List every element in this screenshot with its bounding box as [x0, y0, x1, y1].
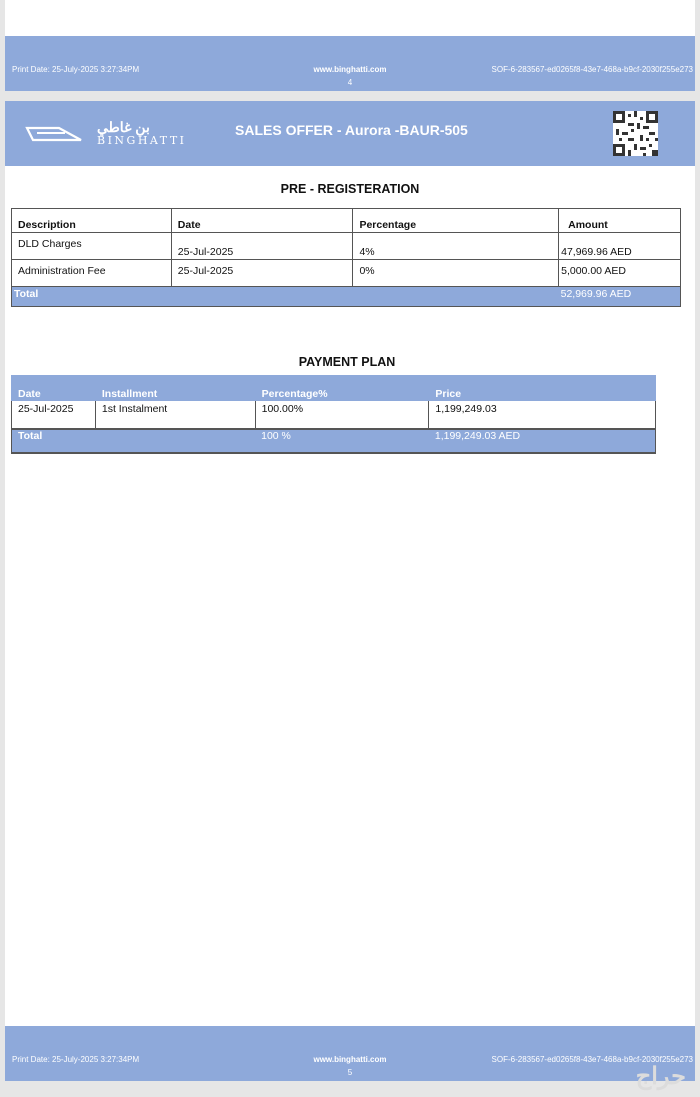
footer-print-date: Print Date: 25-July-2025 3:27:34PM: [12, 1055, 140, 1064]
footer-page-number: 4: [347, 78, 353, 87]
amount-cell: 5,000.00 AED: [559, 260, 681, 287]
watermark-logo: حراج: [635, 1063, 686, 1090]
percentage-cell: 0%: [353, 260, 559, 287]
current-page: [5, 101, 695, 1081]
total-row: [12, 287, 681, 307]
total-percentage: 100 %: [255, 429, 429, 453]
total-row: [12, 429, 656, 453]
total-amount: 52,969.96 AED: [559, 287, 681, 307]
column-header: Date: [12, 376, 96, 401]
page-footer: [5, 36, 695, 91]
column-header: Price: [429, 376, 656, 401]
table-row: [12, 233, 681, 260]
pre-registration-table: [11, 208, 681, 307]
page-header: [5, 101, 695, 166]
table-header-row: [12, 376, 656, 401]
footer-page-number: 5: [347, 1068, 353, 1077]
total-label: Total: [12, 429, 96, 453]
column-header: Percentage%: [255, 376, 429, 401]
page-footer: [5, 1026, 695, 1081]
payment-plan-table: [11, 375, 656, 454]
column-header: Description: [12, 209, 172, 233]
total-price: 1,199,249.03 AED: [429, 429, 656, 453]
table-row: [12, 260, 681, 287]
footer-doc-code: SOF-6-283567-ed0265f8-43e7-468a-b9cf-2030f255e273: [491, 65, 693, 74]
footer-website[interactable]: www.binghatti.com: [313, 1055, 387, 1064]
table-header-row: [12, 209, 681, 233]
footer-print-date: Print Date: 25-July-2025 3:27:34PM: [12, 65, 140, 74]
table-row: [12, 401, 656, 430]
previous-page: [5, 0, 695, 91]
total-label: Total: [12, 287, 172, 307]
price-cell: 1,199,249.03: [429, 401, 656, 430]
percentage-cell: 100.00%: [255, 401, 429, 430]
column-header: Date: [171, 209, 353, 233]
logo-english-text: BINGHATTI: [97, 134, 187, 147]
installment-cell: 1st Instalment: [95, 401, 255, 430]
column-header: Percentage: [353, 209, 559, 233]
date-cell: 25-Jul-2025: [171, 233, 353, 260]
amount-cell: 47,969.96 AED: [559, 233, 681, 260]
description-cell: DLD Charges: [12, 233, 172, 260]
footer-website[interactable]: www.binghatti.com: [313, 65, 387, 74]
footer-doc-code: SOF-6-283567-ed0265f8-43e7-468a-b9cf-2030f255e273: [491, 1055, 693, 1064]
percentage-cell: 4%: [353, 233, 559, 260]
column-header: Amount: [559, 209, 681, 233]
date-cell: 25-Jul-2025: [171, 260, 353, 287]
page-title: SALES OFFER - Aurora -BAUR-505: [235, 122, 468, 138]
qr-code-icon: [613, 111, 658, 156]
column-header: Installment: [95, 376, 255, 401]
logo-arabic-text: بن غاطي: [97, 119, 150, 135]
pre-registration-title: PRE - REGISTERATION: [280, 182, 420, 196]
date-cell: 25-Jul-2025: [12, 401, 96, 430]
binghatti-logo-icon: [25, 120, 85, 146]
payment-plan-title: PAYMENT PLAN: [298, 355, 396, 369]
description-cell: Administration Fee: [12, 260, 172, 287]
